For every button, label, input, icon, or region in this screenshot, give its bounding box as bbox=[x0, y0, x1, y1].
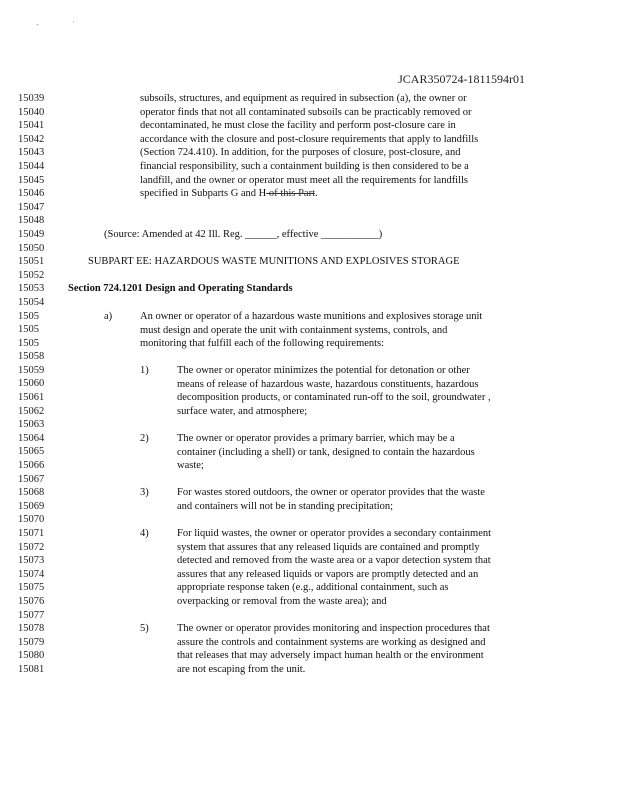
subsection-a-paragraph bbox=[140, 310, 482, 351]
text-line: and containers will not be in standing precipitation; bbox=[177, 500, 394, 512]
line-number: 15072 bbox=[18, 541, 45, 553]
text-line: accordance with the closure and post-closure requirements that apply to landfills bbox=[140, 133, 479, 145]
line-number: 1505 bbox=[18, 337, 39, 349]
line-number: 15054 bbox=[18, 296, 45, 308]
line-number: 15079 bbox=[18, 636, 45, 648]
line-number: 15076 bbox=[18, 595, 45, 607]
line-number: 15039 bbox=[18, 93, 45, 104]
line-number: 15080 bbox=[18, 650, 45, 662]
text-line: subsoils, structures, and equipment as required in subsection (a), the owner or bbox=[140, 93, 467, 104]
item-label: 2) bbox=[140, 433, 149, 444]
text-line: An owner or operator of a hazardous waste munitions and explosives storage unit bbox=[140, 311, 483, 322]
text-line: that releases that may adversely impact human health or the environment bbox=[177, 650, 484, 662]
line-number: 15059 bbox=[18, 364, 45, 376]
document-id: JCAR350724-1811594r01 bbox=[398, 72, 525, 86]
text-line: appropriate response taken (e.g., additional containment, such as bbox=[177, 582, 449, 594]
line-number: 15046 bbox=[18, 188, 45, 200]
item-3-paragraph bbox=[177, 486, 485, 513]
line-number: 15078 bbox=[18, 623, 45, 635]
line-number: 15060 bbox=[18, 378, 45, 390]
line-number: 15043 bbox=[18, 147, 45, 159]
text-line-prefix: specified in Subparts G and H bbox=[140, 188, 267, 200]
section-title bbox=[68, 282, 293, 296]
line-number: 15069 bbox=[18, 500, 45, 512]
text-line: decomposition products, or contaminated run-off to the soil, groundwater , bbox=[177, 392, 491, 404]
text-line: landfill, and the owner or operator must meet all the requirements for landfills bbox=[140, 174, 469, 186]
subsection-label: a) bbox=[104, 311, 113, 322]
line-number: 15067 bbox=[18, 473, 45, 485]
line-number: 15041 bbox=[18, 120, 45, 132]
text-line: financial responsibility, such a containment building is then considered to be a bbox=[140, 160, 469, 172]
item-5-paragraph bbox=[177, 622, 490, 676]
text-line: monitoring that fulfill each of the following requirements: bbox=[140, 338, 385, 350]
line-number: 15070 bbox=[18, 514, 45, 526]
text-line: means of release of hazardous waste, hazardous constituents, hazardous bbox=[177, 378, 479, 390]
subpart-title: SUBPART EE: HAZARDOUS WASTE MUNITIONS AND EXPLOSIVES STORAGE bbox=[88, 256, 460, 267]
line-number: 15075 bbox=[18, 582, 45, 594]
item-2-paragraph bbox=[177, 432, 475, 473]
text-line: must design and operate the unit with containment systems, controls, and bbox=[140, 324, 448, 336]
line-number: 15050 bbox=[18, 242, 45, 254]
line-number: 15073 bbox=[18, 555, 45, 567]
text-line: overpacking or removal from the waste area); and bbox=[177, 595, 387, 607]
line-number: 15053 bbox=[18, 283, 45, 295]
line-number: 15040 bbox=[18, 106, 45, 118]
line-number: 15061 bbox=[18, 392, 45, 404]
continuation-paragraph bbox=[140, 92, 478, 201]
item-1-paragraph bbox=[177, 364, 491, 418]
line-number-column bbox=[18, 92, 44, 677]
text-line: For liquid wastes, the owner or operator provides a secondary containment bbox=[177, 528, 492, 539]
line-number: 1505 bbox=[18, 324, 39, 336]
source-note: (Source: Amended at 42 Ill. Reg. ______, effective ___________) bbox=[104, 229, 383, 240]
text-line: system that assures that any released liquids are contained and promptly bbox=[177, 541, 480, 553]
text-line: The owner or operator provides monitoring and inspection procedures that bbox=[177, 623, 490, 634]
text-line: assure the controls and containment systems are working as designed and bbox=[177, 636, 486, 648]
text-line: assures that any released liquids or vapors are promptly detected and an bbox=[177, 568, 479, 580]
text-line: For wastes stored outdoors, the owner or operator provides that the waste bbox=[177, 487, 485, 498]
line-number: 15071 bbox=[18, 528, 45, 539]
line-number: 15051 bbox=[18, 256, 45, 268]
item-label: 1) bbox=[140, 365, 149, 376]
line-number: 15074 bbox=[18, 568, 45, 580]
item-4-paragraph bbox=[177, 527, 491, 609]
text-line: operator finds that not all contaminated subsoils can be practicably removed or bbox=[140, 106, 472, 118]
item-label: 4) bbox=[140, 528, 149, 539]
line-number: 15047 bbox=[18, 201, 45, 213]
text-line: waste; bbox=[177, 460, 204, 472]
line-number: 15048 bbox=[18, 215, 45, 227]
line-number: 15058 bbox=[18, 351, 45, 363]
line-number: 15066 bbox=[18, 460, 45, 472]
line-number: 15064 bbox=[18, 432, 45, 444]
line-number: 15065 bbox=[18, 446, 45, 458]
item-label: 5) bbox=[140, 623, 149, 634]
text-line: are not escaping from the unit. bbox=[177, 663, 306, 675]
line-number: 15042 bbox=[18, 133, 45, 145]
text-line-suffix: . bbox=[315, 188, 318, 200]
text-line: container (including a shell) or tank, designed to contain the hazardous bbox=[177, 446, 475, 458]
line-number: 15052 bbox=[18, 269, 45, 281]
line-number: 1505 bbox=[18, 310, 39, 322]
line-number: 15045 bbox=[18, 174, 45, 186]
line-number: 15081 bbox=[18, 663, 45, 675]
text-line: surface water, and atmosphere; bbox=[177, 405, 308, 417]
text-line: (Section 724.410). In addition, for the purposes of closure, post-closure, and bbox=[140, 147, 461, 159]
line-number: 15077 bbox=[18, 609, 45, 621]
line-number: 15044 bbox=[18, 160, 45, 172]
section-title-text: Section 724.1201 Design and Operating Standards bbox=[68, 283, 293, 294]
text-line: The owner or operator minimizes the potential for detonation or other bbox=[177, 365, 470, 376]
line-number: 15068 bbox=[18, 487, 45, 499]
line-number: 15049 bbox=[18, 228, 45, 240]
line-number: 15062 bbox=[18, 405, 45, 417]
line-number: 15063 bbox=[18, 419, 45, 431]
text-line bbox=[140, 187, 478, 201]
text-line: The owner or operator provides a primary barrier, which may be a bbox=[177, 433, 455, 444]
struck-text: of this Part bbox=[266, 188, 315, 200]
text-line: detected and removed from the waste area or a vapor detection system that bbox=[177, 555, 491, 567]
text-line: decontaminated, he must close the facility and perform post-closure care in bbox=[140, 120, 456, 132]
item-label: 3) bbox=[140, 487, 149, 498]
scan-speck: - bbox=[36, 19, 39, 29]
scan-speck: · bbox=[72, 17, 75, 27]
